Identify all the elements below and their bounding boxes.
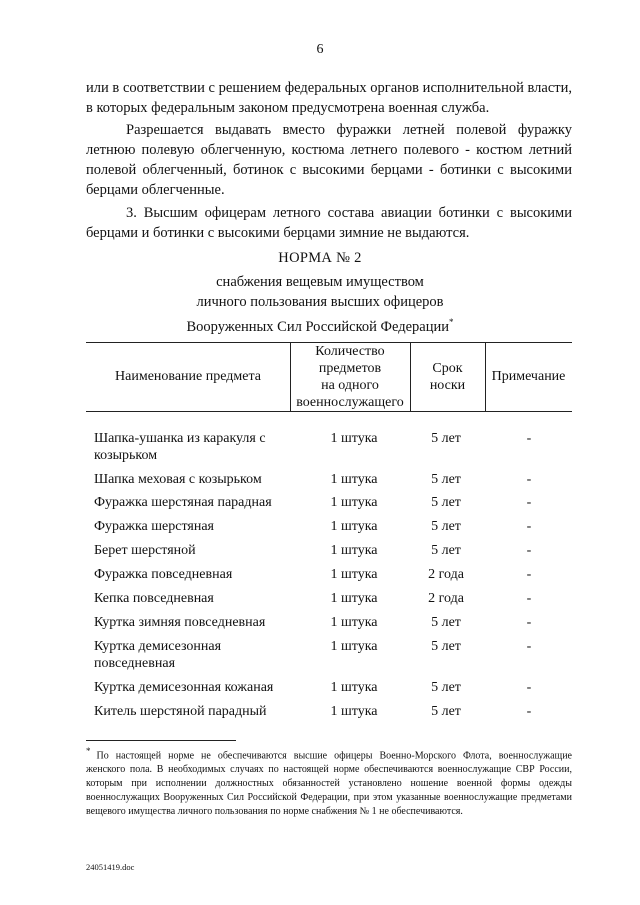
row-name: Фуражка шерстяная парадная <box>94 495 272 510</box>
row-name: Кепка повседневная <box>94 591 214 606</box>
row-note: - <box>526 567 532 582</box>
row-qty: 1 штука <box>330 704 378 719</box>
row-qty: 1 штука <box>330 591 378 606</box>
row-name-line-1: Куртка демисезонная <box>94 639 222 654</box>
row-note: - <box>526 639 532 654</box>
footnote-text: По настоящей норме не обеспечиваются высшие офицеры Военно-Морского Флота, военнослужащие женского пола. В необходимых случаях по настоящей норме обеспечиваются военнослужащие СВР России, которым при исполнении должностных обязанностей установлено ношение военной формы одежды военнослужащих Вооруженных Сил Российской Федерации, при этом указанные военнослужащие предметами вещевого имущества личного пользования по норме снабжения № 1 не обеспечиваются. <box>86 750 572 818</box>
row-term: 5 лет <box>431 680 461 695</box>
header-note: Примечание <box>491 369 566 384</box>
row-name: Берет шерстяной <box>94 543 196 558</box>
row-term: 5 лет <box>431 704 461 719</box>
row-term: 5 лет <box>431 519 461 534</box>
header-term-line-2: носки <box>429 378 466 393</box>
row-note: - <box>526 431 532 446</box>
norm-subtitle <box>0 272 640 335</box>
row-term: 5 лет <box>431 495 461 510</box>
footnote-separator <box>86 740 236 741</box>
paragraph-3: 3. Высшим офицерам летного состава авиации ботинки с высокими берцами и ботинки с высокими берцами зимние не выдаются. <box>86 205 572 241</box>
row-note: - <box>526 615 532 630</box>
norm-subtitle-line-1: снабжения вещевым имуществом <box>216 274 424 290</box>
row-term: 5 лет <box>431 615 461 630</box>
footnote-mark: * <box>86 746 91 756</box>
header-term-line-1: Срок <box>432 361 463 376</box>
paragraph-1: или в соответствии с решением федеральных органов исполнительной власти, в которых федеральным законом предусмотрена военная служба. <box>86 80 572 116</box>
document-code: 24051419.doc <box>86 862 135 872</box>
row-name: Фуражка повседневная <box>94 567 233 582</box>
row-name <box>94 638 290 672</box>
norm-footnote-marker: * <box>449 317 454 327</box>
row-qty: 1 штука <box>330 615 378 630</box>
row-name-line-1: Шапка-ушанка из каракуля с <box>94 431 266 446</box>
row-term: 5 лет <box>431 639 461 654</box>
paragraph-2: Разрешается выдавать вместо фуражки летней полевой фуражку летнюю полевую облегченную, костюма летнего полевого - костюм летний полевой облегченный, ботинок с высокими берцами - ботинки с высокими берцами облегченные. <box>86 122 572 198</box>
header-name: Наименование предмета <box>115 369 261 384</box>
row-name <box>94 430 290 464</box>
header-qty-line-4: военнослужащего <box>296 395 404 410</box>
row-note: - <box>526 704 532 719</box>
row-qty: 1 штука <box>330 495 378 510</box>
row-name: Куртка зимняя повседневная <box>94 615 266 630</box>
row-qty: 1 штука <box>330 680 378 695</box>
header-qty-line-1: Количество <box>315 344 385 359</box>
row-qty: 1 штука <box>330 567 378 582</box>
row-name-line-2: козырьком <box>94 448 158 463</box>
row-name: Фуражка шерстяная <box>94 519 214 534</box>
norm-subtitle-line-3 <box>0 312 640 335</box>
row-note: - <box>526 591 532 606</box>
row-name: Китель шерстяной парадный <box>94 704 267 719</box>
row-qty: 1 штука <box>330 472 378 487</box>
row-term: 5 лет <box>431 543 461 558</box>
header-term <box>410 360 485 394</box>
row-term: 5 лет <box>431 472 461 487</box>
row-term: 5 лет <box>431 431 461 446</box>
row-name: Куртка демисезонная кожаная <box>94 680 274 695</box>
row-note: - <box>526 543 532 558</box>
row-note: - <box>526 519 532 534</box>
row-note: - <box>526 495 532 510</box>
row-note: - <box>526 472 532 487</box>
header-qty-line-2: предметов <box>318 361 382 376</box>
footnote <box>86 744 572 819</box>
header-qty-line-3: на одного <box>321 378 379 393</box>
norm-title: НОРМА № 2 <box>278 250 362 266</box>
row-term: 2 года <box>428 591 464 606</box>
row-name-line-2: повседневная <box>94 656 176 671</box>
row-term: 2 года <box>428 567 464 582</box>
header-qty <box>290 343 410 411</box>
row-qty: 1 штука <box>330 431 378 446</box>
row-qty: 1 штука <box>330 543 378 558</box>
table-header-rule <box>86 411 572 412</box>
page-number: 6 <box>316 42 324 57</box>
row-name: Шапка меховая с козырьком <box>94 472 262 487</box>
row-note: - <box>526 680 532 695</box>
norm-subtitle-line-2: личного пользования высших офицеров <box>196 294 444 310</box>
row-qty: 1 штука <box>330 639 378 654</box>
row-qty: 1 штука <box>330 519 378 534</box>
norm-subtitle-line-3-text: Вооруженных Сил Российской Федерации <box>186 318 450 335</box>
